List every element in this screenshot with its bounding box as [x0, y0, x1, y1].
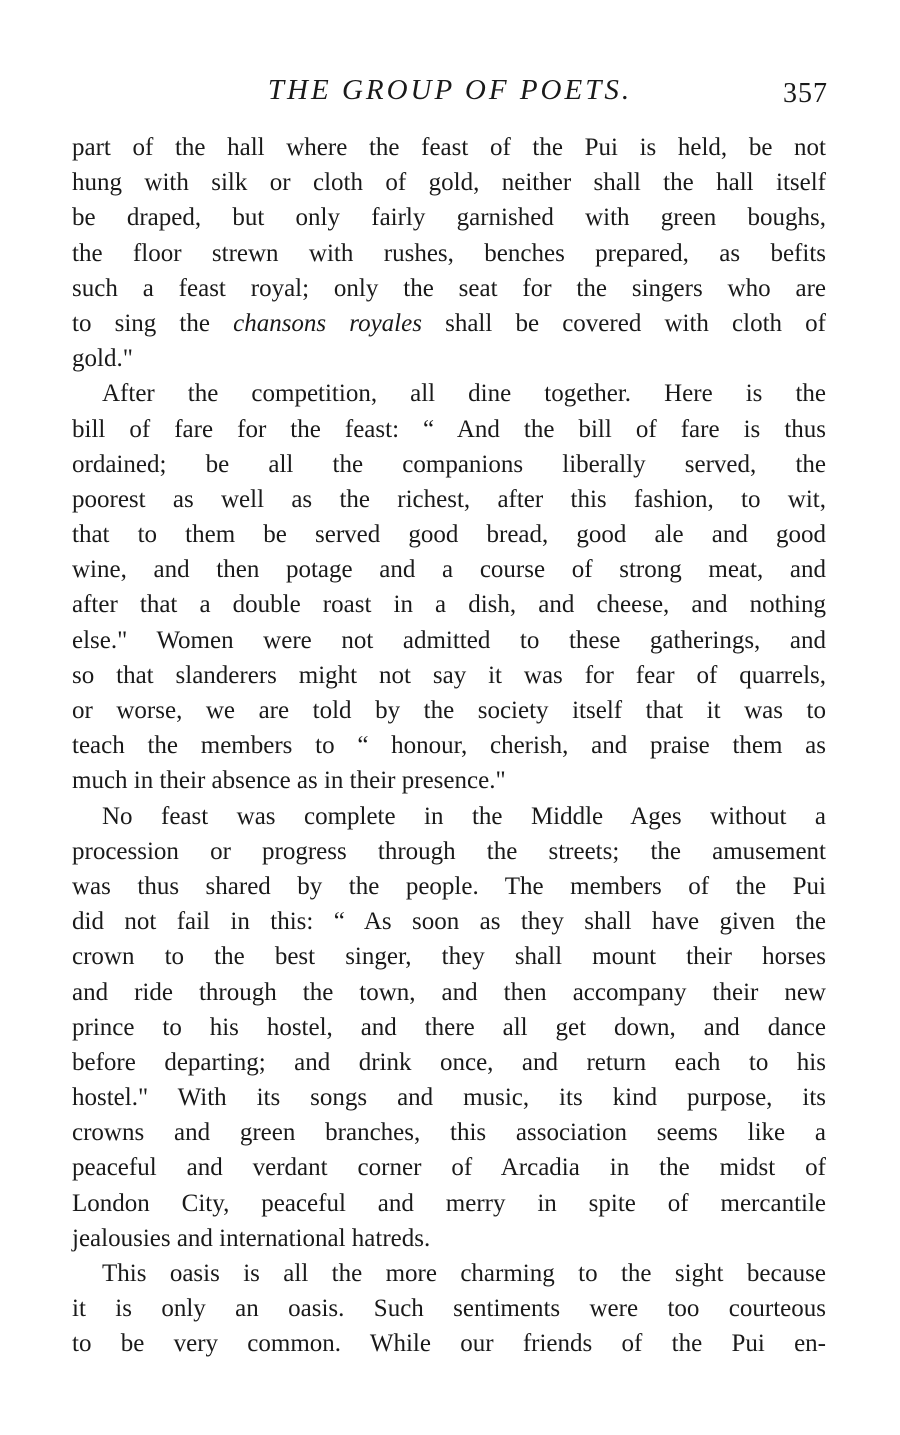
text-line: crown to the best singer, they shall mount their horses [72, 943, 826, 971]
text-line: such a feast royal; only the seat for the singers who are [72, 274, 826, 302]
text-line: the floor strewn with rushes, benches prepared, as befits [72, 239, 826, 267]
paragraph-first-line: This oasis is all the more charming to the sight because [102, 1260, 826, 1287]
paragraph-first-line: No feast was complete in the Middle Ages without a [102, 802, 826, 830]
text-line: peaceful and verdant corner of Arcadia in the midst of [72, 1154, 826, 1182]
text-line: did not fail in this: “ As soon as they shall have given the [72, 908, 826, 936]
text-segment: shall be covered with cloth of [421, 309, 826, 337]
text-line: to be very common. While our friends of the Pui en- [72, 1330, 826, 1358]
text-line: hostel." With its songs and music, its kind purpose, its [72, 1084, 826, 1112]
text-line: ordained; be all the companions liberally served, the [72, 450, 826, 478]
text-line: was thus shared by the people. The members of the Pui [72, 872, 826, 900]
text-line: wine, and then potage and a course of strong meat, and [72, 556, 826, 584]
text-line: else." Women were not admitted to these gatherings, and [72, 626, 826, 654]
text-line: so that slanderers might not say it was for fear of quarrels, [72, 661, 826, 689]
text-line-with-italic [72, 306, 826, 341]
text-line: crowns and green branches, this association seems like a [72, 1119, 826, 1147]
body-text [72, 130, 826, 1362]
italic-phrase: chansons royales [233, 309, 422, 337]
text-line: gold." [72, 345, 133, 373]
text-line: teach the members to “ honour, cherish, and praise them as [72, 732, 826, 760]
text-line: jealousies and international hatreds. [72, 1224, 431, 1252]
text-line: and ride through the town, and then accompany their new [72, 978, 826, 1006]
text-segment: to sing the [72, 309, 234, 337]
text-line: hung with silk or cloth of gold, neither shall the hall itself [72, 169, 826, 197]
text-line: after that a double roast in a dish, and cheese, and nothing [72, 591, 826, 619]
text-line: or worse, we are told by the society itself that it was to [72, 697, 826, 724]
running-head [72, 72, 828, 112]
text-line: London City, peaceful and merry in spite of mercantile [72, 1189, 826, 1217]
text-line: prince to his hostel, and there all get down, and dance [72, 1013, 826, 1041]
page-number: 357 [783, 78, 828, 109]
text-line: before departing; and drink once, and return each to his [72, 1048, 826, 1076]
running-title: THE GROUP OF POETS. [267, 74, 633, 106]
text-line: that to them be served good bread, good ale and good [72, 521, 826, 549]
text-line: much in their absence as in their presence." [72, 767, 506, 795]
text-line: poorest as well as the richest, after this fashion, to wit, [72, 485, 826, 513]
text-line: bill of fare for the feast: “ And the bill of fare is thus [72, 415, 826, 443]
text-line: procession or progress through the streets; the amusement [72, 837, 826, 865]
paragraph-first-line: After the competition, all dine together. Here is the [102, 380, 826, 408]
text-line: be draped, but only fairly garnished with green boughs, [72, 204, 826, 232]
text-line: part of the hall where the feast of the Pui is held, be not [72, 134, 826, 161]
text-line: it is only an oasis. Such sentiments were too courteous [72, 1295, 826, 1323]
